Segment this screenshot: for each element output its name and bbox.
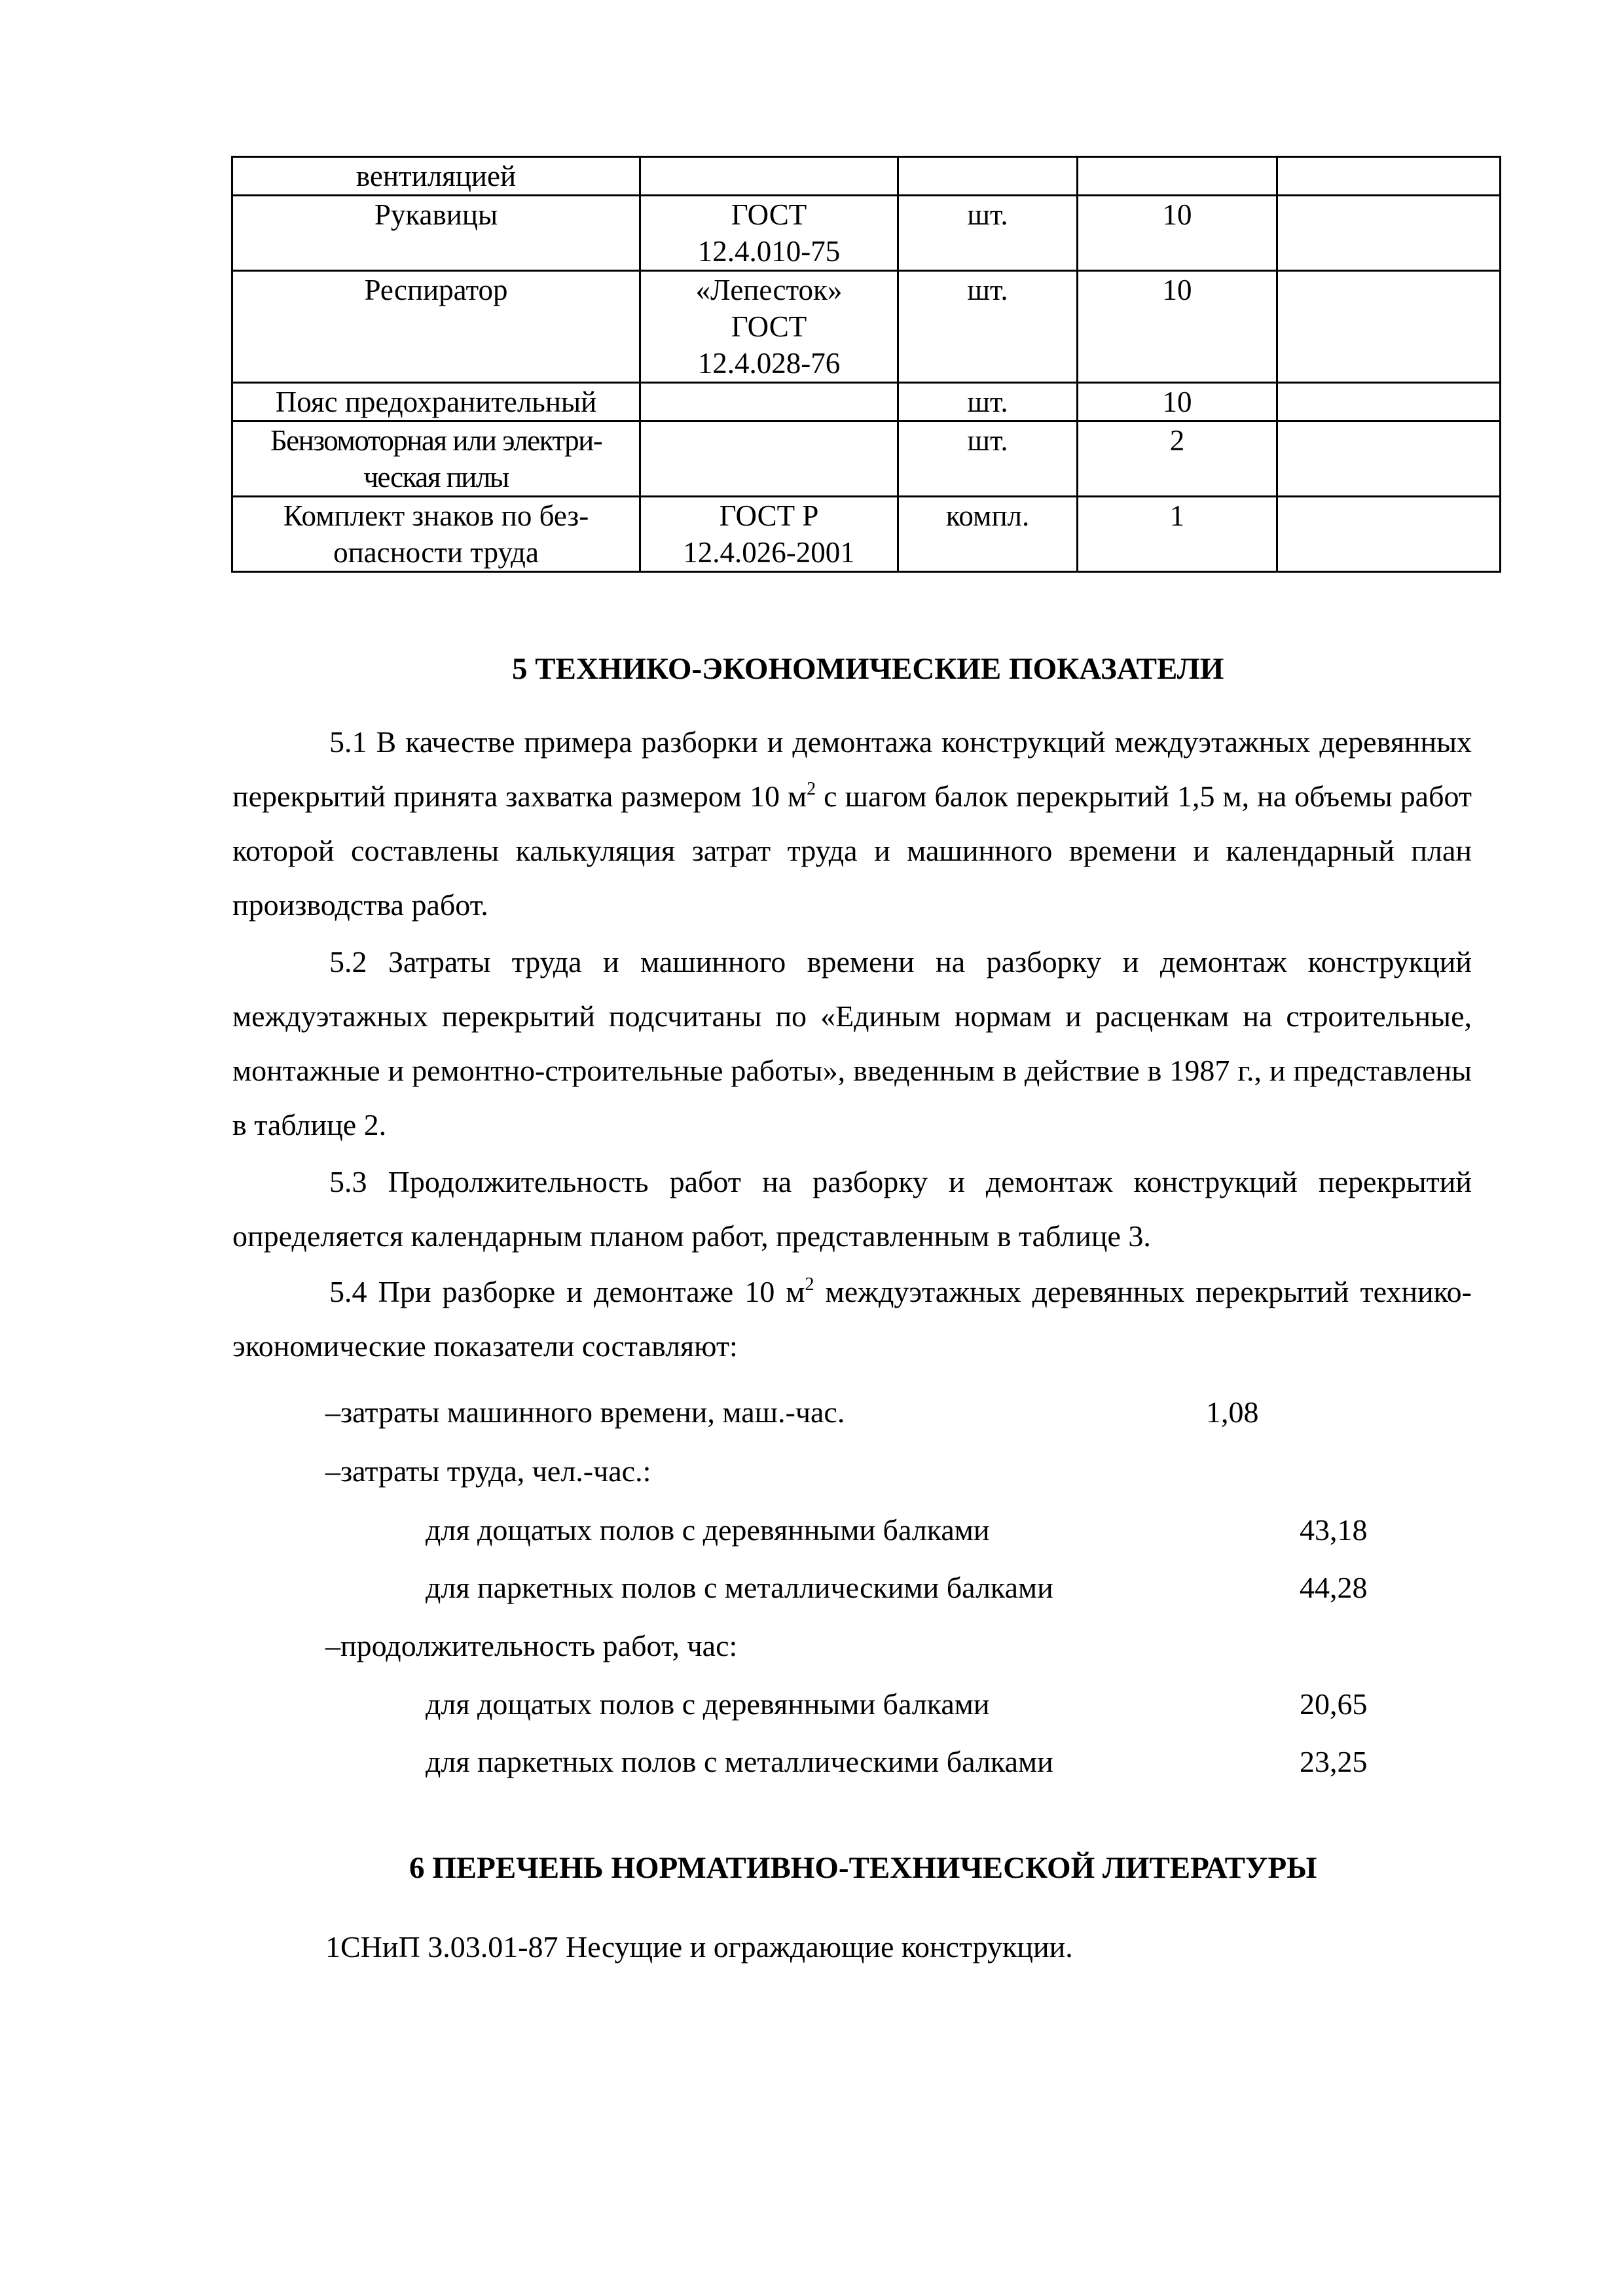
table-row xyxy=(232,422,1501,497)
table-cell-note xyxy=(1277,196,1501,271)
literature-item-1: 1СНиП 3.03.01-87 Несущие и ограждающие конструкции. xyxy=(325,1930,1073,1964)
paragraph-5-3: 5.3 Продолжительность работ на разборку и демонтаж конструкций перекрытий определяется календарным планом работ, представленным в таблице 3. xyxy=(232,1165,1472,1253)
table-cell-standard xyxy=(640,422,898,497)
table-cell-unit: шт. xyxy=(898,271,1078,383)
table-row xyxy=(232,497,1501,572)
table-cell-qty: 2 xyxy=(1078,422,1277,497)
paragraph-5-4: 5.4 При разборке и демонтаже 10 $м^2$ междуэтажных деревянных перекрытий технико-экономические показатели составляют: xyxy=(232,1274,1472,1363)
paragraph-5-1: 5.1 В качестве примера разборки и демонтажа конструкций междуэтажных деревянных перекрытий принята захватка размером 10 $м^2$ с шагом балок перекрытий 1,5 м, на объемы работ которой составлены калькуляция затрат труда и машинного времени и календарный план производства работ. xyxy=(232,725,1472,922)
table-cell-standard: ГОСТ Р 12.4.026-2001 xyxy=(640,497,898,572)
labor-wood-value: 43,18 xyxy=(1300,1513,1368,1547)
table-cell-name: Рукавицы xyxy=(232,196,640,271)
table-cell-name: Пояс предохранительный xyxy=(232,383,640,422)
duration-wood-value: 20,65 xyxy=(1300,1687,1368,1721)
table-cell-qty: 10 xyxy=(1078,196,1277,271)
duration-wood-label: для дощатых полов с деревянными балками xyxy=(426,1687,990,1721)
labor-wood-label: для дощатых полов с деревянными балками xyxy=(426,1513,990,1547)
table-cell-qty: 10 xyxy=(1078,383,1277,422)
duration-metal-value: 23,25 xyxy=(1300,1745,1368,1778)
table-cell-note xyxy=(1277,157,1501,196)
table-cell-unit xyxy=(898,157,1078,196)
paragraph-5-2: 5.2 Затраты труда и машинного времени на разборку и демонтаж конструкций междуэтажных перекрытий подсчитаны по «Единым нормам и расценкам на строительные, монтажные и ремонтно-строительные работы», введенным в действие в 1987 г., и представлены в таблице 2. xyxy=(232,945,1472,1141)
table-cell-note xyxy=(1277,271,1501,383)
table-cell-note xyxy=(1277,383,1501,422)
table-cell-qty: 1 xyxy=(1078,497,1277,572)
table-cell-note xyxy=(1277,497,1501,572)
labor-metal-label: для паркетных полов с металлическими балками xyxy=(426,1571,1053,1604)
machine-time-label: –затраты машинного времени, маш.-час. xyxy=(325,1395,845,1429)
table-cell-unit: шт. xyxy=(898,422,1078,497)
equipment-table xyxy=(231,156,1501,573)
table-row xyxy=(232,196,1501,271)
table-cell-standard xyxy=(640,157,898,196)
table-cell-name: Комплект знаков по без- опасности труда xyxy=(232,497,640,572)
table-cell-unit: компл. xyxy=(898,497,1078,572)
labor-cost-label: –затраты труда, чел.-час.: xyxy=(325,1454,651,1488)
section-5-heading: 5 ТЕХНИКО-ЭКОНОМИЧЕСКИЕ ПОКАЗАТЕЛИ xyxy=(512,652,1224,686)
section-6-heading: 6 ПЕРЕЧЕНЬ НОРМАТИВНО-ТЕХНИЧЕСКОЙ ЛИТЕРАТУРЫ xyxy=(409,1851,1317,1885)
table-cell-name: Бензомоторная или электри- ческая пилы xyxy=(232,422,640,497)
table-cell-qty: 10 xyxy=(1078,271,1277,383)
duration-metal-label: для паркетных полов с металлическими балками xyxy=(426,1745,1053,1778)
table-row xyxy=(232,157,1501,196)
table-row xyxy=(232,271,1501,383)
machine-time-value: 1,08 xyxy=(1206,1395,1259,1429)
table-cell-note xyxy=(1277,422,1501,497)
table-cell-standard: ГОСТ 12.4.010-75 xyxy=(640,196,898,271)
table-cell-unit: шт. xyxy=(898,196,1078,271)
table-cell-standard xyxy=(640,383,898,422)
table-cell-name: Респиратор xyxy=(232,271,640,383)
table-row xyxy=(232,383,1501,422)
labor-metal-value: 44,28 xyxy=(1300,1571,1368,1604)
table-cell-qty xyxy=(1078,157,1277,196)
duration-label: –продолжительность работ, час: xyxy=(325,1629,738,1662)
table-cell-unit: шт. xyxy=(898,383,1078,422)
table-cell-standard: «Лепесток» ГОСТ 12.4.028-76 xyxy=(640,271,898,383)
table-cell-name: вентиляцией xyxy=(232,157,640,196)
